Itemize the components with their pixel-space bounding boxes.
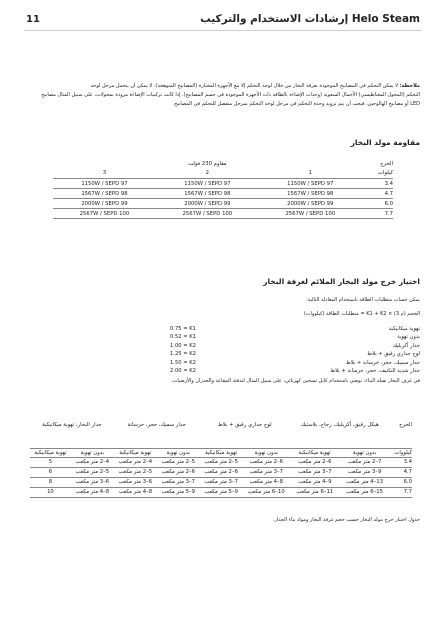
header-divider	[24, 30, 422, 31]
table-row: 1150W / SEPD 97 1150W / SEPD 97 1150W / SEPD 97 3.4	[53, 179, 393, 189]
table-row: 5 4–2 متر مكعب 4–2 متر مكعب 5–2 متر مكعب 5–2 متر مكعب 6–2 متر مكعب 6–2 متر مكعب 7–2 متر مكعب 3.4	[30, 458, 412, 468]
note-paragraph	[26, 82, 420, 109]
group-header-2: لوح جداري رقيق + بلاط	[200, 422, 290, 449]
table-row: 2567W / SEPD 100 2567W / SEPD 100 2567W / SEPD 100 7.7	[53, 209, 393, 219]
k-factor-list	[40, 326, 420, 376]
table-header-output: الخرج	[380, 160, 393, 167]
table-row: 8 6–3 متر مكعب 6–3 متر مكعب 7–3 متر مكعب 7–3 متر مكعب 8–4 متر مكعب 9–4 متر مكعب 13–4 متر مكعب 6.0	[30, 478, 412, 488]
col-header-2: 2	[156, 168, 259, 179]
note-line-3: LED أو مصابيح الهالوجين، فيجب أن يتم تزويد وحدة التحكم في مرحل لوحة التحكم بمرحل منفصل للتحكم في المصابيح.	[172, 101, 420, 107]
room-volume-table: جدار البخار، تهوية ميكانيكية جدار سميك، حجر، خرسانة لوح جداري رقيق + بلاط هيكل رقيق، أكريليك، زجاج، بلاستيك الخرج تهوية ميكانيكية بدون تهوية تهوية ميكانيكية بدون تهوية تهوية ميكانيكية بدون تهوية تهوية ميكانيكية بدون تهوية كيلووات 5 4–2 متر مكعب 4–2 متر مكعب 5–2 متر مكعب 5–2 متر مكعب 6–2 متر مكعب 6–2 متر مكعب 7–2 متر مكعب 3.4 6 5–2 متر مكعب 5–2 متر مكعب 6–2 متر مكعب 6–2 متر مكعب 7–3 متر مكعب 7–3 متر مكعب 9–3 متر مكعب 4.7 8 6–3 متر مكعب 6–3 متر مكعب 7–3 متر مكعب 7–3 متر مكعب 8–4 متر مكعب 9–4 متر مكعب 13–4 متر مكعب 6.0 10 8–4 متر مكعب 8–4 متر مكعب 9–5 متر مكعب 9–5 متر مكعب 10–6 متر مكعب 11–6 متر مكعب 15–6 متر مكعب 7.7	[30, 422, 412, 498]
section-intro: يمكن حساب متطلبات الطاقة باستخدام المعادلة التالية:	[306, 297, 420, 303]
note-line-1: ملاحظة: لا يمكن التحكم في المصابيح الموجودة بغرفة البخار من خلال لوحة التحكم إلا مع الأجهزة المختارة (المصابيح المتوهجة). لا يمكن أن يتحمل مرحل لوحة	[90, 83, 420, 89]
list-item: 1.50 = K2 جدار سميك، حجر، خرسانة + بلاط	[170, 359, 420, 366]
col-header-kw: كيلووات	[389, 449, 412, 458]
col-header-1: 1	[259, 168, 362, 179]
table-row: 2000W / SEPD 99 2000W / SEPD 99 2000W / SEPD 99 6.0	[53, 199, 393, 209]
col-header-kw: كيلوات	[362, 168, 393, 179]
note-line-2: التحكم (المحول المغناطيسي) الأحمال السعوية (وحدات الإضاءة بالطاقة ذات الأجهزة الموجودة في جسم المصابيح). إذا كانت تركيبات الإضاءة مزودة بمحولات، على سبيل المثال مصابيح	[41, 92, 420, 98]
note-label: ملاحظة:	[399, 83, 420, 89]
table-row: 10 8–4 متر مكعب 8–4 متر مكعب 9–5 متر مكعب 9–5 متر مكعب 10–6 متر مكعب 11–6 متر مكعب 15–6 متر مكعب 7.7	[30, 488, 412, 498]
group-header-4: جدار البخار، تهوية ميكانيكية	[30, 422, 114, 449]
section-title-resistors: مقاومة مولد البخار	[350, 138, 420, 147]
list-item: 0.75 = K1 تهوية ميكانيكية	[170, 326, 420, 332]
table-row: 6 5–2 متر مكعب 5–2 متر مكعب 6–2 متر مكعب 6–2 متر مكعب 7–3 متر مكعب 7–3 متر مكعب 9–3 متر مكعب 4.7	[30, 468, 412, 478]
page-title: Helo Steam إرشادات الاستخدام والتركيب	[200, 13, 420, 25]
group-header-3: جدار سميك، حجر، خرسانة	[114, 422, 200, 449]
list-item: 1.00 = K2 جدار أكريليك	[170, 342, 420, 349]
section-title-selection: اختيار خرج مولد البخار الملائم لغرفة البخار	[263, 277, 420, 286]
list-item: 2.00 = K2 جدار شديد التكثيف، حجر، خرسانة + بلاط	[170, 367, 420, 374]
table-footnote: جدول اختيار خرج مولد البخار حسب حجم غرفة البخار ومواد بناء الجدار.	[272, 517, 420, 523]
page-number: 11	[26, 14, 40, 25]
group-header-1: هيكل رقيق، أكريليك، زجاج، بلاستيك	[290, 422, 390, 449]
list-item: 0.52 = K1 بدون تهوية	[170, 334, 420, 341]
col-header-3: 3	[53, 168, 156, 179]
list-item: 1.25 = K2 لوح جداري رقيق + بلاط	[170, 351, 420, 358]
power-formula: الحجم (م 3) × K1 + K2 = متطلبات الطاقة (كيلووات)	[303, 311, 420, 317]
col-header-output: الخرج	[389, 422, 412, 449]
heavy-rooms-recommendation: في غرف البخار ثقيلة البناء، نوصي باستخدام كابل تسخين كهربائي، على سبيل المثال لتدفئة المقاعد والجدران والأرضيات.	[171, 378, 420, 384]
resistor-table	[53, 159, 393, 219]
table-header-group: مقاوم 230 فولت	[188, 160, 227, 167]
table-row: 1567W / SEPD 98 1567W / SEPD 98 1567W / SEPD 98 4.7	[53, 189, 393, 199]
